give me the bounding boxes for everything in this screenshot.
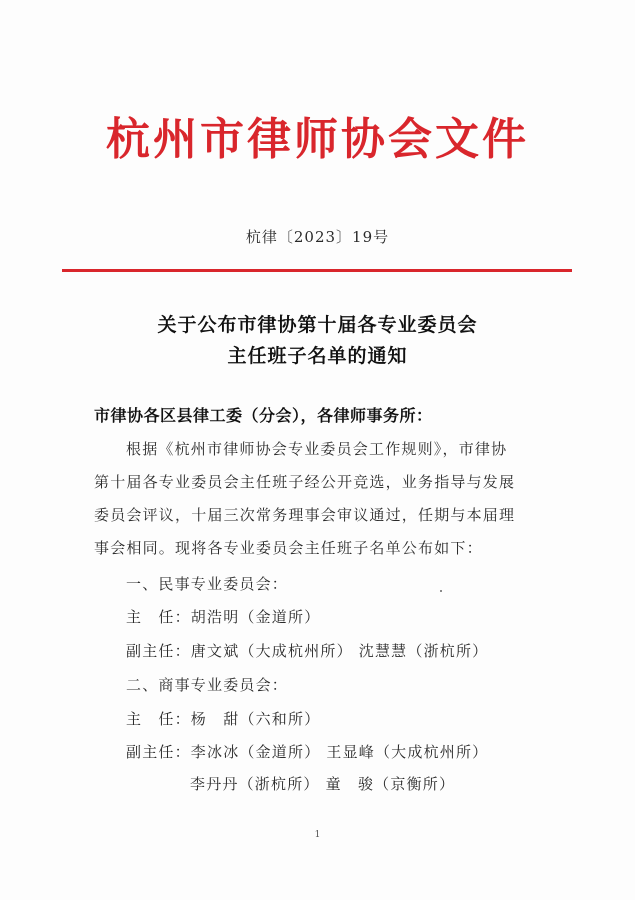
civil-deputy-line: 副主任：唐文斌（大成杭州所） 沈慧慧（浙杭所） — [126, 642, 489, 660]
body-paragraph-line: 根据《杭州市律师协会专业委员会工作规则》，市律协 — [126, 440, 508, 458]
salutation: 市律协各区县律工委（分会），各律师事务所： — [94, 406, 433, 425]
section-heading-commercial: 二、商事专业委员会： — [126, 676, 289, 694]
commercial-deputy-line-1: 副主任：李冰冰（金道所） 王显峰（大成杭州所） — [126, 743, 489, 761]
document-number: 杭律〔2023〕19号 — [245, 228, 390, 246]
notice-title-line-2: 主任班子名单的通知 — [227, 345, 408, 367]
org-header-title: 杭州市律师协会文件 — [106, 114, 529, 165]
commercial-deputy-line-2: 李丹丹（浙杭所） 童 骏（京衡所） — [190, 775, 456, 793]
section-heading-civil: 一、民事专业委员会： — [126, 575, 289, 593]
page-number: 1 — [314, 830, 321, 840]
red-divider-line — [62, 269, 572, 272]
commercial-director-line: 主 任：杨 甜（六和所） — [126, 710, 321, 728]
scan-speck — [440, 590, 442, 592]
body-paragraph-line: 事会相同。现将各专业委员会主任班子名单公布如下： — [94, 539, 483, 557]
civil-director-line: 主 任：胡浩明（金道所） — [126, 608, 321, 626]
body-paragraph-line: 委员会评议，十届三次常务理事会审议通过，任期与本届理 — [94, 506, 516, 524]
notice-title-line-1: 关于公布市律协第十届各专业委员会 — [157, 314, 478, 336]
body-paragraph-line: 第十届各专业委员会主任班子经公开竞选，业务指导与发展 — [94, 473, 516, 491]
